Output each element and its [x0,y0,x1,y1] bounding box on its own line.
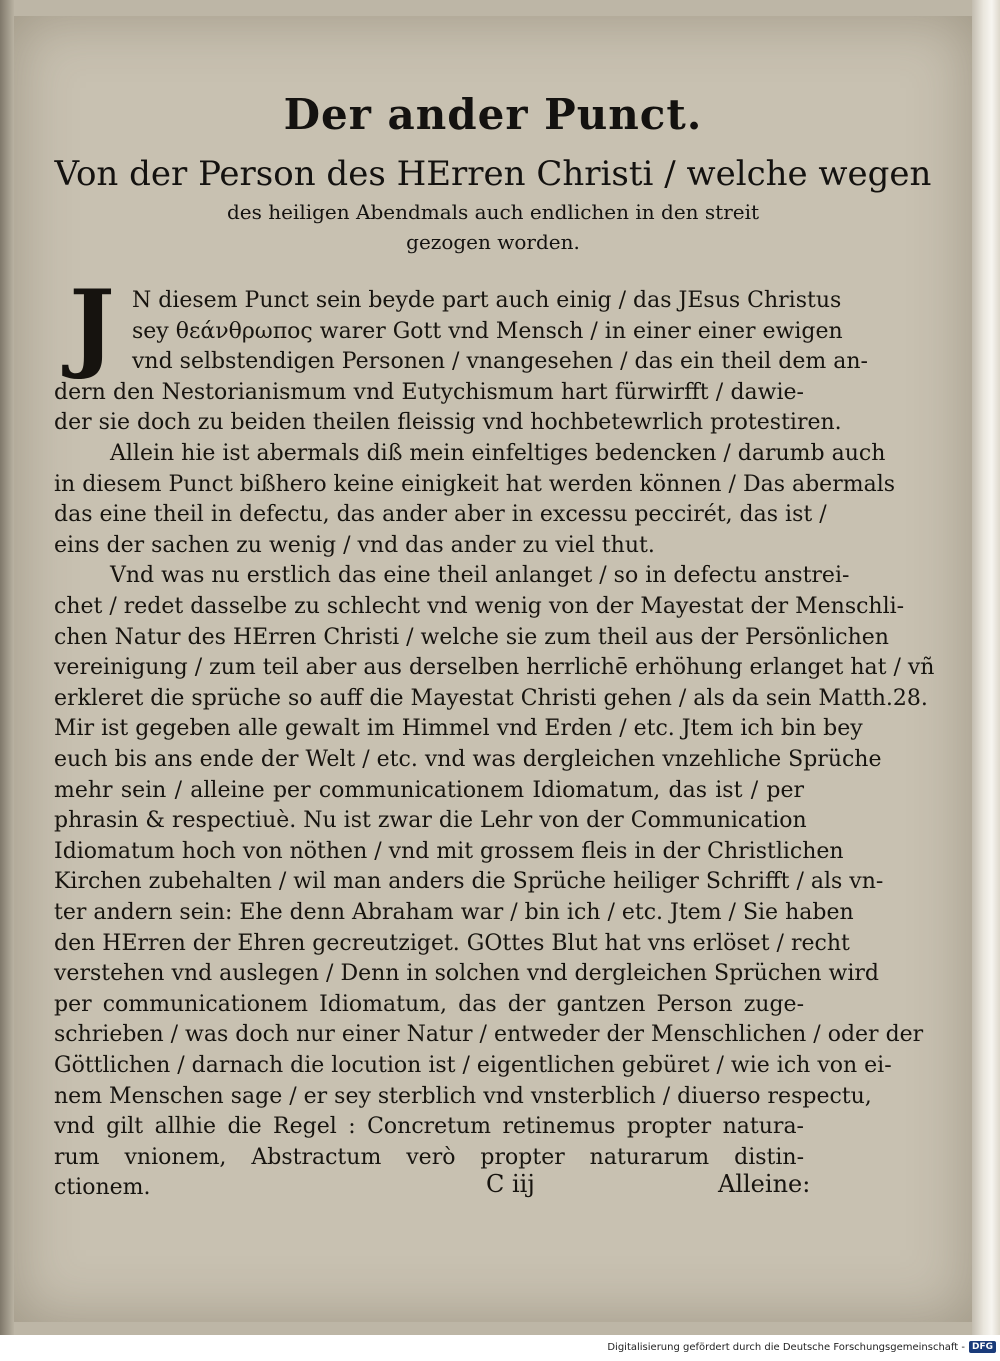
text-line: Kirchen zubehalten / wil man anders die Sprüche heiliger Schrifft / als vn- [54,869,884,895]
text-line: Göttlichen / darnach die locution ist / eigentlichen gebüret / wie ich von ei- [54,1053,892,1078]
text-line: rum vnionem, Abstractum verò propter naturarum distin- [54,1144,804,1170]
text-line: sey θεάνθρωπος warer Gott vnd Mensch / in einer einer ewigen [132,318,843,344]
decorated-initial: J [69,269,115,382]
text-line: erkleret die sprüche so auff die Mayestat Christi gehen / als da sein Matth.28. [54,685,928,711]
page-title: Der ander Punct. [283,90,703,139]
dfg-logo-icon: DFG [969,1341,996,1353]
text-line: ctionem. [54,1175,151,1201]
section-subtitle-line2: des heiligen Abendmals auch endlichen in den streit [226,200,760,224]
text-line: den HErren der Ehren gecreutziget. GOttes Blut hat vns erlöset / recht [54,930,850,956]
text-line: Idiomatum hoch von nöthen / vnd mit grossem fleis in der Christlichen [54,838,844,864]
text-line: das eine theil in defectu, das ander aber in excessu peccirét, das ist / [54,502,827,528]
text-line: verstehen vnd auslegen / Denn in solchen vnd dergleichen Sprüchen wird [54,961,879,987]
text-line: der sie doch zu beiden theilen fleissig vnd hochbetewrlich protestiren. [54,410,842,436]
text-line: ter andern sein: Ehe denn Abraham war / bin ich / etc. Jtem / Sie haben [54,900,854,925]
text-line: chen Natur des HErren Christi / welche sie zum theil aus der Persönlichen [54,624,889,650]
text-line: nem Menschen sage / er sey sterblich vnd vnsterblich / diuerso respectu, [54,1083,872,1109]
page-body [14,16,972,1322]
page-left-edge [0,0,14,1335]
signature-mark: C iij [486,1170,535,1198]
text-line: dern den Nestorianismum vnd Eutychismum hart fürwirfft / dawie- [54,379,804,405]
text-line: N diesem Punct sein beyde part auch einig / das JEsus Christus [132,288,842,313]
text-line: Vnd was nu erstlich das eine theil anlanget / so in defectu anstrei- [110,563,850,589]
text-line: in diesem Punct bißhero keine einigkeit hat werden können / Das abermals [54,471,896,497]
text-line: euch bis ans ende der Welt / etc. vnd was dergleichen vnzehliche Sprüche [54,747,882,772]
text-line: mehr sein / alleine per communicationem Idiomatum, das ist / per [54,777,804,803]
text-line: per communicationem Idiomatum, das der gantzen Person zuge- [54,991,804,1017]
text-line: Mir ist gegeben alle gewalt im Himmel vnd Erden / etc. Jtem ich bin bey [54,716,863,742]
text-line: vereinigung / zum teil aber aus derselben herrlichē erhöhung erlanget hat / vñ [54,655,935,681]
catchword: Alleine: [718,1170,811,1198]
text-line: vnd gilt allhie die Regel : Concretum retinemus propter natura- [54,1114,804,1140]
footer-credit [607,1341,996,1353]
text-line: phrasin & respectiuè. Nu ist zwar die Lehr von der Communication [54,808,807,834]
text-line: eins der sachen zu wenig / vnd das ander zu viel thut. [54,532,655,558]
text-line: schrieben / was doch nur einer Natur / entweder der Menschlichen / oder der [54,1022,924,1048]
text-line: chet / redet dasselbe zu schlecht vnd wenig von der Mayestat der Menschli- [54,594,905,619]
text-line: vnd selbstendigen Personen / vnangesehen / das ein theil dem an- [132,349,868,375]
section-subtitle-line3: gezogen worden. [406,230,580,254]
text-line: Allein hie ist abermals diß mein einfeltiges bedencken / darumb auch [110,441,886,466]
book-spine-edge [972,0,1000,1335]
footer-text: Digitalisierung gefördert durch die Deutsche Forschungsgemeinschaft - [607,1341,965,1353]
section-subtitle: Von der Person des HErren Christi / welche wegen [54,154,932,194]
